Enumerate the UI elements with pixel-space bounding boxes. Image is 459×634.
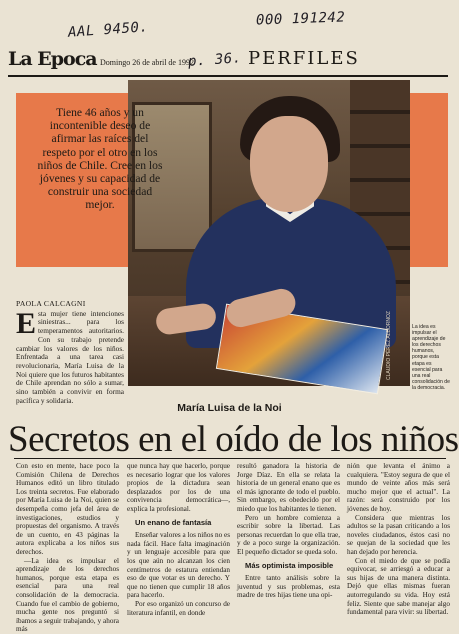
- article-kicker: María Luisa de la Noi: [177, 402, 282, 414]
- masthead-divider: [8, 75, 448, 77]
- body-paragraph: que nunca hay que hacerlo, porque es necesario lograr que los valores propios de la dictadura sean desplazados por los de una convivencia democrática—, explica la profesional.: [127, 462, 230, 513]
- pullquote: Tiene 46 años y un incontenible deseo de afirmar las raíces del respeto por el otro en los niños de Chile. Cree en los jóvenes y su capacidad de construir una sociedad mejor.: [37, 106, 163, 212]
- photo-caption: La idea es impulsar el aprendizaje de los derechos humanos, porque esta etapa es esencial para una real consolidación de la democracia.: [412, 324, 450, 391]
- subheading: Un enano de fantasía: [135, 517, 212, 527]
- lead-text: sta mujer tiene intenciones siniestras... para los temperamentos autoritarios. Con su trabajo pretende cambiar los valores de los niños. Enfrentada a una tarea casi revolucionaria, María Luisa de la Noi quiere que los futuros habitantes de Chile aprendan no sólo a sumar, sino también a convivir en forma pacífica y solidaria.: [16, 308, 124, 405]
- handwritten-archive-code: AAL 9450.: [67, 19, 149, 41]
- headline-divider: [14, 458, 446, 459]
- accent-box: [410, 93, 448, 267]
- newspaper-name: La Epoca: [8, 48, 97, 70]
- body-paragraph: Entre tanto análisis sobre la juventud y sus problemas, esta madre de tres hijas tiene una opi-: [237, 574, 340, 600]
- body-paragraph: Con esto en mente, hace poco la Comisión Chilena de Derechos Humanos editó un libro titulado Los treinta secretos. Fue elaborado por María Luisa de la Noi, quien se desempeña como jefa del área de investigaciones, estudios y propuestas del organismo. A través de un cuento, en 43 páginas la autora explicaba a los niños sus derechos.: [16, 462, 119, 556]
- body-paragraph: Pero un hombre comienza a escribir sobre la libertad. Las personas recuerdan lo que ella trae, y de a poco surge la organización. El pequeño dictador se queda solo.: [237, 513, 340, 556]
- section-title: PERFILES: [248, 48, 360, 69]
- body-paragraph: Enseñar valores a los niños no es nada fácil. Hace falta imaginación y un lenguaje accesible para que los que aún no alcanzan los cien centímetros de estatura entiendan eso de que votar es un derecho. Y que no tienen que cumplir 18 años para hacerlo.: [127, 531, 231, 600]
- body-column-3: [237, 462, 340, 600]
- body-column-2: [127, 462, 230, 617]
- body-paragraph: Considera que mientras los adultos se la pasan criticando a los noveles ciudadanos, éstos casi no se quejan de la sociedad que les han dejado por herencia.: [347, 513, 450, 556]
- body-paragraph: Por eso organizó un concurso de literatura infantil, en donde: [127, 599, 230, 617]
- body-column-4: [347, 462, 450, 617]
- body-paragraph: Con el miedo de que se podía equivocar, se arriesgó a educar a sus hijas de una manera distinta. Dejó que ellas mismas fueran autorregulando su vida. Hoy está feliz. Siente que sabe manejar algo fundamental para vivir: su libertad.: [347, 556, 450, 617]
- handwritten-catalog-number: 000 191242: [255, 9, 346, 29]
- article-headline: Secretos en el oído de los niños: [8, 419, 459, 460]
- portrait-photo: [128, 80, 410, 386]
- photo-credit: CLAUDIO PÉREZ ALBORNOZ: [386, 311, 392, 380]
- body-paragraph: nión que levanta el ánimo a cualquiera. "Estoy segura de que el mundo de veinte años más será mucho mejor que el actual". La razón: será construido por los jóvenes de hoy.: [347, 462, 450, 513]
- body-paragraph: —La idea es impulsar el aprendizaje de los derechos humanos, porque esta etapa es esencial para una real consolidación de la democracia. Cuando fue el cambio de gobierno, mucha gente nos preguntó si íbamos a seguir trabajando, y ahora más: [16, 556, 119, 634]
- drop-cap: E: [16, 306, 37, 340]
- subheading: Más optimista imposible: [245, 560, 334, 570]
- issue-date: Domingo 26 de abril de 1992: [100, 58, 194, 67]
- masthead: [8, 48, 449, 72]
- lead-paragraph: [16, 300, 124, 405]
- body-column-1: [16, 462, 119, 634]
- body-paragraph: resultó ganadora la historia de Jorge Díaz. En ella se relata la historia de un general enano que es el más ignorante de todo el pueblo. Sin embargo, es obedecido por el miedo que los habitantes le tienen.: [237, 462, 340, 513]
- photo-subject-face: [250, 116, 328, 212]
- byline: PAOLA CALCAGNI: [16, 299, 86, 308]
- handwritten-page-number: p. 36.: [187, 50, 243, 70]
